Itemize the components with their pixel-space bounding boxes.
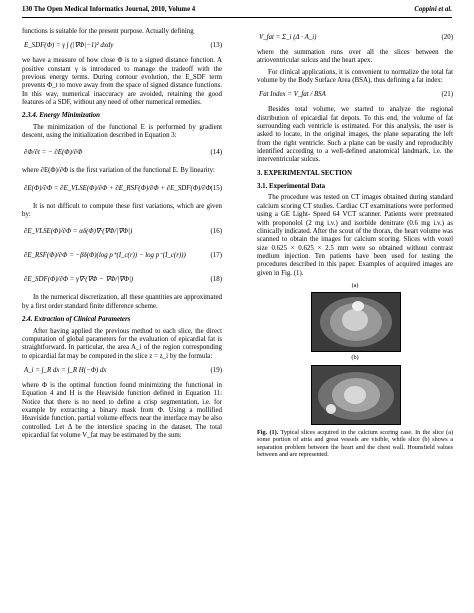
- equation-number: (19): [210, 366, 222, 374]
- right-column: [257, 28, 453, 459]
- equation-body: ∂E_VLSE(Φ)/∂Φ = αδ(Φ)∇·(∇Φ/|∇Φ|): [24, 228, 133, 236]
- paragraph: functions is suitable for the present purpose. Actually defining: [22, 28, 194, 35]
- equation-number: (16): [210, 228, 222, 236]
- equation-16: [22, 222, 222, 243]
- equation-13: [22, 39, 222, 54]
- equation-19: [22, 364, 222, 379]
- equation-number: (21): [441, 91, 453, 99]
- equation-number: (20): [441, 34, 453, 41]
- paragraph: where Φ is the optimal function found minimizing the functional in Equation 4 and H is the Heaviside function defined in Equation 11: Notice that there is no need to define a crisp segmentation, i.e. for example by extracting a binary mask from Φ. Using a mollified Heaviside function, partial volume effects near the interface may be also controlled. Let Δ be the interslice spacing in the dataset. The total epicardial fat volume V_fat may be estimated by the sum:: [22, 381, 222, 439]
- section-heading: 2.3.4. Energy Minimization: [22, 112, 100, 120]
- equation-18: [22, 270, 222, 291]
- equation-number: (17): [210, 252, 222, 260]
- paragraph: The minimization of the functional E is performed by gradient descent, using the initialization described in Equation 3:: [22, 123, 222, 140]
- equation-number: (13): [210, 42, 222, 50]
- equation-21: [257, 88, 453, 103]
- equation-body: ∂E_SDF(Φ)/∂Φ = γ∇·(∇Φ − ∇Φ/|∇Φ|): [24, 276, 134, 284]
- equation-14: [22, 143, 222, 164]
- equation-number: (15): [210, 184, 222, 192]
- left-column: [22, 28, 222, 443]
- equation-body: ∂E_RSF(Φ)/∂Φ = −βδ(Φ)(log p⁺(I_c(r)) − log p⁻(I_c(r))): [24, 252, 186, 260]
- caption-label: Fig. (1).: [257, 428, 279, 436]
- header-journal: 130 The Open Medical Informatics Journal, 2010, Volume 4: [22, 6, 196, 13]
- paragraph: where the summation runs over all the slices between the atrioventricular sulcus and the heart apex.: [257, 49, 453, 65]
- figure-1: [311, 282, 399, 425]
- equation-15: [22, 179, 222, 200]
- figure-label-b: (b): [351, 354, 359, 362]
- header-rule: [22, 17, 452, 18]
- paragraph: where ∂E(Φ)/∂Φ is the first variation of the functional E. By linearity:: [22, 167, 215, 175]
- caption-text: Typical slices acquired in the calcium scoring case. In the slice (a) some portion of atria and great vessels are visible, while slice (b) shows a separation problem between the heart and the chest wall. Hounsfield values between and are represented.: [257, 428, 454, 459]
- figure-label-a: (a): [351, 281, 359, 289]
- subsection-heading: 3.1. Experimental Data: [257, 183, 326, 191]
- figure-caption: [257, 429, 453, 459]
- equation-17: [22, 246, 222, 267]
- equation-body: E_SDF(Φ) = γ ∫ (|∇Φ|−1)² dxdy: [24, 42, 114, 50]
- ct-slice-b-image: [311, 365, 401, 425]
- paragraph: The procedure was tested on CT images obtained during standard calcium scoring CT studies. Cardiac CT examinations were performed using a GE Light- Speed 64 VCT scanner. Patients were pretreated with proponolol (2 mg i.v.) and isorbide denitrate (0.6 mg i.v.) as clinically indicated. After the scout of the thorax, the heart volume was scanned to obtain the images for calcium scoring. Slices with voxel size 0.625 × 0.625 × 2.5 mm were so obtained without contrast medium injection. Ten patients have been used for testing the procedures described in this paper. Examples of acquired images are given in Fig. (1).: [257, 194, 453, 277]
- equation-body: ∂E(Φ)/∂Φ = ∂E_VLSE(Φ)/∂Φ + ∂E_RSF(Φ)/∂Φ + ∂E_SDF(Φ)/∂Φ: [24, 184, 211, 192]
- equation-number: (18): [210, 276, 222, 284]
- equation-number: (14): [210, 149, 222, 157]
- paragraph: Besides total volume, we started to analyze the regional distribution of epicardial fat depots. To this end, the volume of fat surrounding each ventricle is estimated. For this analysis, the user is asked to locate, in the original images, the plane separating the left from the right ventricle. Such a plane can be easily and reproducibly identified according to a well-defined anatomical landmark, i.e. the interventricular sulcus.: [257, 106, 453, 164]
- header-authors: Coppini et al.: [414, 6, 452, 13]
- equation-body: ∂Φ/∂t = − ∂E(Φ)/∂Φ: [24, 149, 83, 157]
- running-header: [22, 6, 452, 18]
- section-heading: 2.4. Extraction of Clinical Parameters: [22, 316, 131, 324]
- section-heading: 3. EXPERIMENTAL SECTION: [257, 169, 353, 177]
- equation-20: [257, 31, 453, 46]
- paragraph: After having applied the previous method to each slice, the direct computation of global parameters for the evaluation of epicardial fat is straightforward. In particular, the area A_i of the region corresponding to epicardial fat may be computed in the slice z = z_i by the formula:: [22, 327, 222, 360]
- paragraph: we have a measure of how close Φ is to a signed distance function. A positive constant γ is introduced to manage the tradeoff with the previous energy terms. During contour evolution, the E_SDF term prevents Φ_t to move away from the space of signed distance functions. In this way, numerical inaccuracy are avoided, retaining the good features of a SDF, without any need of other numerical remedies.: [22, 57, 222, 107]
- paragraph: For clinical applications, it is convenient to normalize the total fat volume by the Body Surface Area (BSA), thus defining a fat index:: [257, 68, 453, 85]
- ct-slice-a-image: [311, 292, 401, 352]
- equation-body: A_i = ∫_R dx = ∫_R H(−Φ) dx: [24, 366, 107, 374]
- paragraph: In the numerical discretization, all these quantities are approximated by a first order standard finite difference scheme.: [22, 294, 222, 310]
- equation-body: V_fat = Σ_i (Δ · A_i): [259, 34, 317, 41]
- equation-body: Fat Index = V_fat / BSA: [259, 91, 326, 99]
- paragraph: It is not difficult to compute these first variations, which are given by:: [22, 202, 222, 219]
